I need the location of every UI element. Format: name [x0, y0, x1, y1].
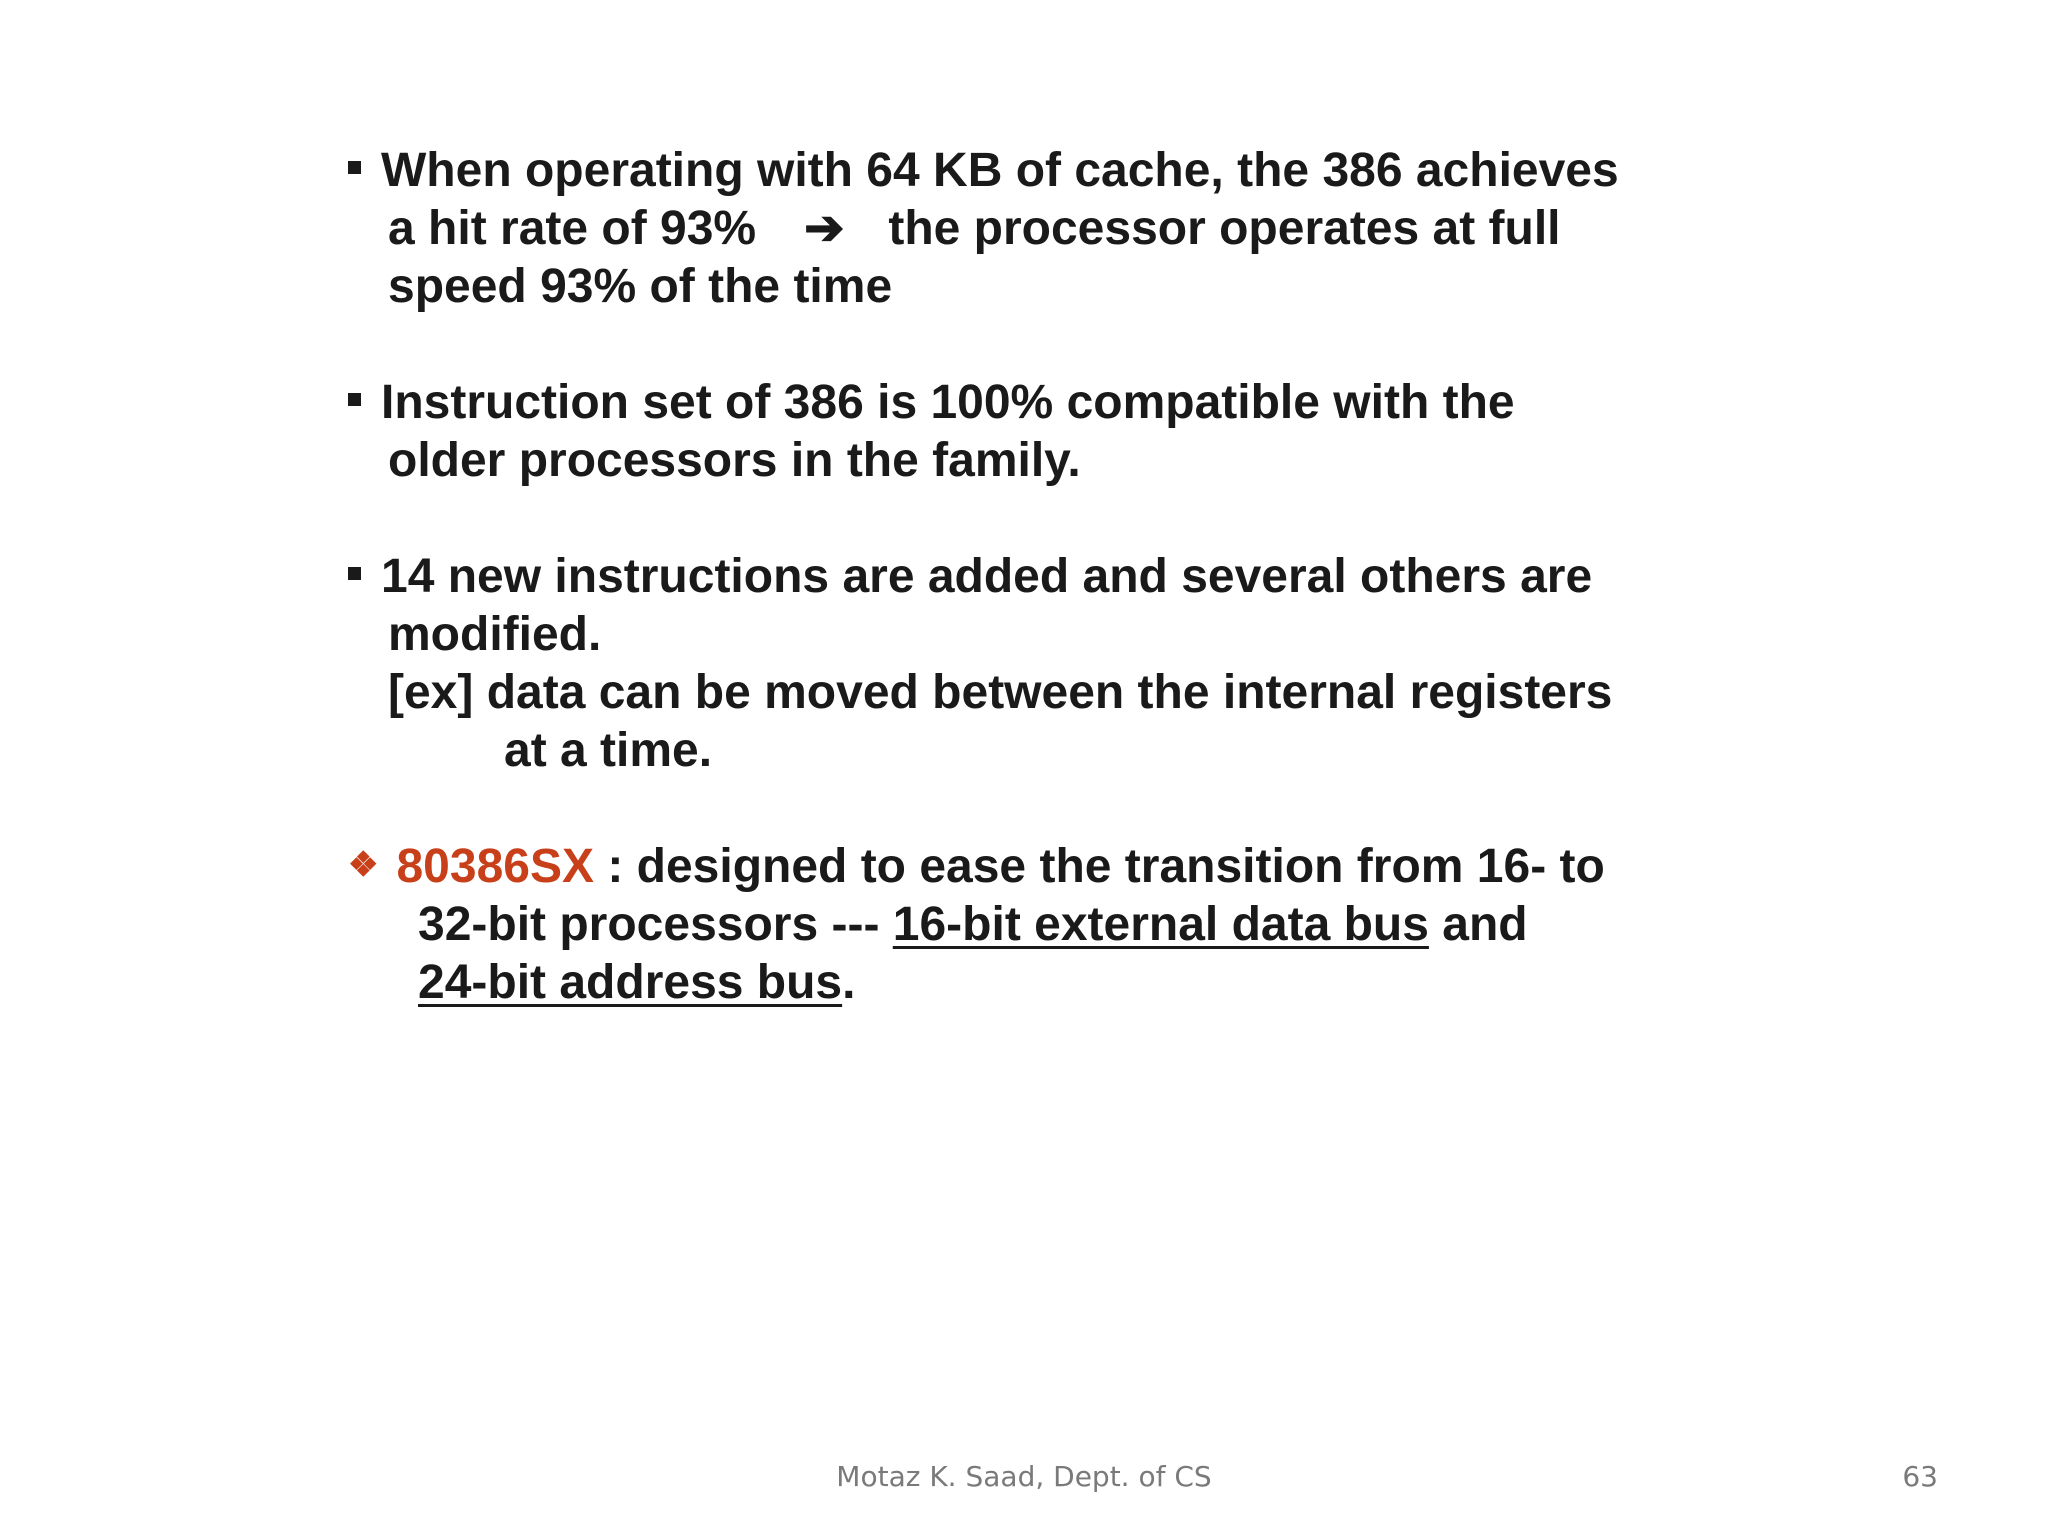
spacer [348, 780, 1768, 838]
footer-author: Motaz K. Saad, Dept. of CS [836, 1460, 1212, 1493]
bullet-4-line-3: 24-bit address bus. [418, 956, 856, 1009]
square-bullet-icon [348, 567, 361, 580]
bullet-1-line-1: When operating with 64 KB of cache, the 386 achieves [348, 142, 1768, 200]
bullet-3-example-line-2: at a time. [504, 724, 713, 777]
diamond-bullet-icon: ❖ [348, 846, 379, 884]
external-data-bus-term: 16-bit external data bus [892, 898, 1429, 951]
bullet-2-line-1: Instruction set of 386 is 100% compatible with the [348, 374, 1768, 432]
bullet-4-line-2: 32-bit processors --- 16-bit external data bus and [418, 898, 1528, 951]
bullet-1-line-3: speed 93% of the time [388, 260, 893, 313]
bullet-3-line-2: modified. [388, 608, 602, 661]
address-bus-term: 24-bit address bus [418, 956, 843, 1009]
spacer [348, 490, 1768, 548]
term-80386sx: 80386SX [396, 840, 594, 893]
bullet-3-example-line: [ex] data can be moved between the internal registers [388, 666, 1613, 719]
bullet-4-line-1: ❖ 80386SX : designed to ease the transition from 16- to [348, 838, 1768, 896]
bullet-3-line-1: 14 new instructions are added and several others are [348, 548, 1768, 606]
slide-body [348, 142, 1768, 1012]
bullet-1-line-2: a hit rate of 93% ➔ the processor operates at full [348, 200, 1768, 258]
square-bullet-icon [348, 161, 361, 174]
right-arrow-icon: ➔ [804, 202, 845, 255]
spacer [348, 316, 1768, 374]
bullet-2-line-2: older processors in the family. [388, 434, 1081, 487]
page-number: 63 [1902, 1460, 1938, 1493]
square-bullet-icon [348, 393, 361, 406]
